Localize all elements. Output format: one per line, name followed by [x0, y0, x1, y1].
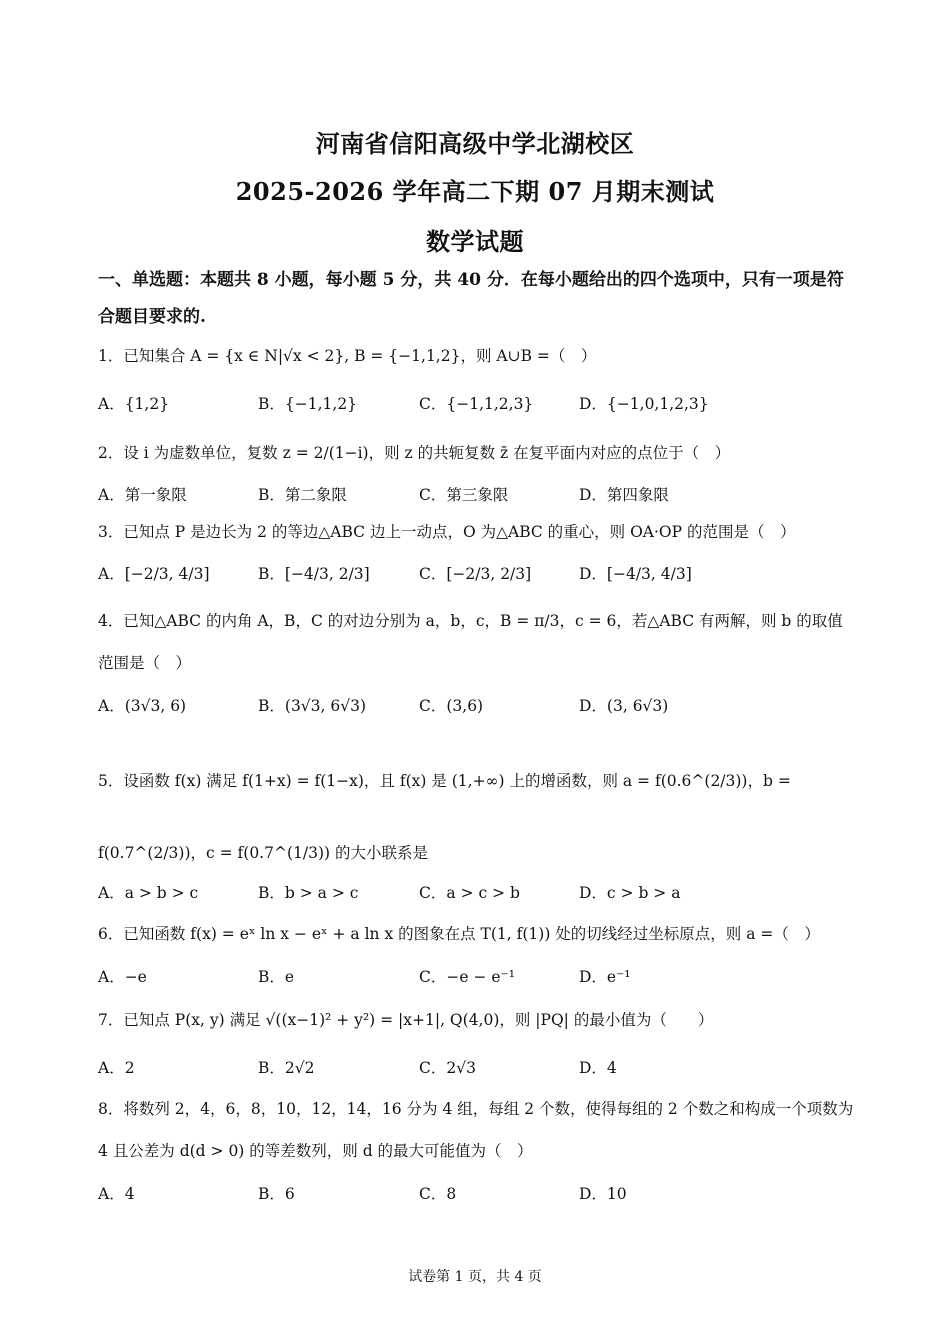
- question-7-stem: 7．已知点 P(x, y) 满足 √((x−1)² + y²) = |x+1|, Q(4,0)，则 |PQ| 的最小值为（ ）: [98, 1011, 714, 1029]
- question-6-options: [98, 957, 858, 997]
- q7-option-b: B．2√2: [258, 1059, 315, 1077]
- q1-option-a: A．{1,2}: [98, 395, 170, 413]
- section-heading: 一、单选题：本题共 8 小题，每小题 5 分，共 40 分．在每小题给出的四个选项中，只有一项是符合题目要求的.: [98, 270, 844, 327]
- q8-option-b: B．6: [258, 1185, 295, 1203]
- q4-option-a: A．(3√3, 6): [98, 697, 187, 715]
- question-5-stem: 5．设函数 f(x) 满足 f(1+x) = f(1−x)，且 f(x) 是 (1,+∞) 上的增函数，则 a = f(0.6^(2/3))，b = f(0.7^(2/3))，c = f(0.7^(1/3)) 的大小联系是: [98, 772, 791, 862]
- q8-option-d: D．10: [579, 1185, 627, 1203]
- q4-option-b: B．(3√3, 6√3): [258, 697, 367, 715]
- page-footer: 试卷第 1 页，共 4 页: [408, 1269, 542, 1285]
- q3-option-d: D．[−4/3, 4/3]: [579, 565, 692, 583]
- q1-option-c: C．{−1,1,2,3}: [419, 395, 534, 413]
- question-8-stem: 8．将数列 2，4，6，8，10，12，14，16 分为 4 组，每组 2 个数，使得每组的 2 个数之和构成一个项数为 4 且公差为 d(d > 0) 的等差数列，则 d 的最大可能值为（ ）: [98, 1100, 854, 1160]
- q8-option-c: C．8: [419, 1185, 457, 1203]
- q7-option-d: D．4: [579, 1059, 617, 1077]
- q6-option-c: C．−e − e⁻¹: [419, 968, 515, 986]
- q6-option-d: D．e⁻¹: [579, 968, 631, 986]
- q5-option-b: B．b > a > c: [258, 884, 359, 902]
- question-2-stem: 2．设 i 为虚数单位，复数 z = 2/(1−i)，则 z 的共轭复数 z̄ 在复平面内对应的点位于（ ）: [98, 444, 731, 462]
- exam-title: 2025-2026 学年高二下期 07 月期末测试: [235, 177, 715, 206]
- q5-option-d: D．c > b > a: [579, 884, 681, 902]
- q5-option-c: C．a > c > b: [419, 884, 520, 902]
- q4-option-d: D．(3, 6√3): [579, 697, 669, 715]
- school-title: 河南省信阳高级中学北湖校区: [315, 129, 635, 158]
- q6-option-a: A．−e: [98, 968, 147, 986]
- q3-option-a: A．[−2/3, 4/3]: [98, 565, 210, 583]
- q2-option-b: B．第二象限: [258, 486, 347, 504]
- q7-option-c: C．2√3: [419, 1059, 476, 1077]
- question-2-options: [98, 475, 858, 515]
- question-6-stem: 6．已知函数 f(x) = eˣ ln x − eˣ + a ln x 的图象在点 T(1, f(1)) 处的切线经过坐标原点，则 a =（ ）: [98, 925, 820, 943]
- question-1-options: [98, 384, 858, 424]
- question-8-options: [98, 1174, 858, 1214]
- q2-option-a: A．第一象限: [98, 486, 187, 504]
- q5-option-a: A．a > b > c: [98, 884, 199, 902]
- question-1-stem: 1．已知集合 A = {x ∈ N|√x < 2}, B = {−1,1,2}，则 A∪B =（ ）: [98, 347, 597, 365]
- question-5-options: [98, 873, 858, 913]
- question-4-stem: 4．已知△ABC 的内角 A，B，C 的对边分别为 a，b，c，B = π/3，c = 6，若△ABC 有两解，则 b 的取值范围是（ ）: [98, 612, 843, 672]
- subject-title: 数学试题: [426, 227, 524, 256]
- q2-option-c: C．第三象限: [419, 486, 509, 504]
- question-7-options: [98, 1048, 858, 1088]
- q7-option-a: A．2: [98, 1059, 135, 1077]
- q3-option-b: B．[−4/3, 2/3]: [258, 565, 370, 583]
- q8-option-a: A．4: [98, 1185, 135, 1203]
- q2-option-d: D．第四象限: [579, 486, 669, 504]
- question-4-options: [98, 686, 858, 726]
- q3-option-c: C．[−2/3, 2/3]: [419, 565, 532, 583]
- q4-option-c: C．(3,6): [419, 697, 484, 715]
- q6-option-b: B．e: [258, 968, 295, 986]
- question-3-options: [98, 554, 858, 594]
- q1-option-b: B．{−1,1,2}: [258, 395, 358, 413]
- q1-option-d: D．{−1,0,1,2,3}: [579, 395, 709, 413]
- question-3-stem: 3．已知点 P 是边长为 2 的等边△ABC 边上一动点，O 为△ABC 的重心，则 OA·OP 的范围是（ ）: [98, 523, 796, 541]
